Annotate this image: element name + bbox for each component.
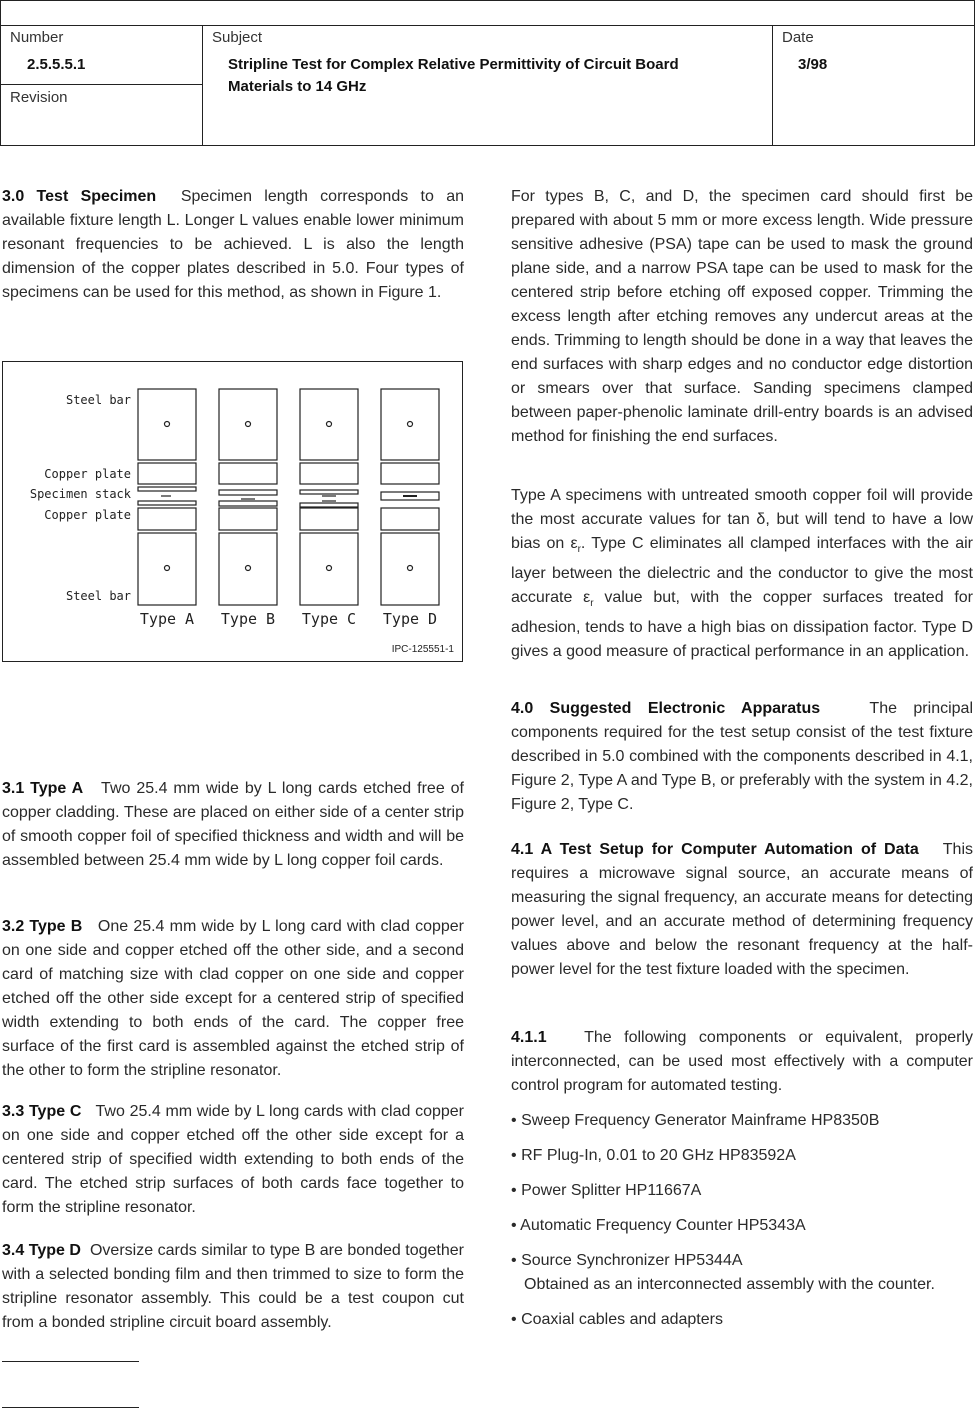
section-text: Specimen length corresponds to an available fixture length L. Longer L values enable lower minimum resonant frequencies to be achieved. L is also the length dimension of the copper plates described in 5.0. Four types of specimens can be used for this method, as shown in Figure 1. <box>2 188 464 301</box>
list-item <box>511 1214 973 1249</box>
component-text: Sweep Frequency Generator Mainframe HP8350B <box>521 1112 880 1129</box>
subject-line-1: Stripline Test for Complex Relative Permittivity of Circuit Board <box>228 56 679 73</box>
footnote-rule-2 <box>2 1407 139 1408</box>
label-type-c: Type C <box>301 610 357 628</box>
list-item <box>511 1144 973 1179</box>
component-text: RF Plug-In, 0.01 to 20 GHz HP83592A <box>521 1147 796 1164</box>
section-text: Two 25.4 mm wide by L long cards with clad copper on one side and copper etched off the other side except for a centered strip of specified width extending to both ends of the card. The etched strip surfaces of both cards face together to form the stripline resonator. <box>2 1103 465 1216</box>
section-heading: 3.3 Type C <box>2 1103 82 1120</box>
number-cell <box>1 25 203 85</box>
section-3-1 <box>2 777 464 873</box>
section-4-0 <box>511 697 973 817</box>
section-heading: 3.1 Type A <box>2 780 84 797</box>
bullet-icon: • <box>511 1182 517 1199</box>
subject-cell <box>203 25 773 145</box>
document-header <box>0 0 975 146</box>
label-steel-bar-bottom: Steel bar <box>65 589 131 603</box>
bullet-icon: • <box>511 1252 517 1269</box>
subscript-r: r <box>577 544 581 556</box>
bullet-icon: • <box>511 1147 517 1164</box>
label-specimen-stack: Specimen stack <box>29 487 131 501</box>
list-item <box>511 1179 973 1214</box>
list-item <box>511 1249 973 1308</box>
section-text: One 25.4 mm wide by L long card with clad copper on one side and copper etched off the other side, and a second card of matching size with clad copper on one side and copper etched off the other side except for a centered strip of specified width extending to both ends of the card. The copper free surface of the first card is assembled against the etched strip of the other to form the stripline resonator. <box>2 918 465 1079</box>
section-heading: 3.4 Type D <box>2 1242 81 1259</box>
header-top-band <box>1 1 974 26</box>
section-text: Oversize cards similar to type B are bonded together with a selected bonding film and then trimmed to size to form the stripline resonator assembly. This could be a test coupon cut from a bonded stripline circuit board assembly. <box>2 1242 464 1331</box>
component-note: Obtained as an interconnected assembly with the counter. <box>524 1276 935 1293</box>
section-heading: 4.0 Suggested Electronic Apparatus <box>511 700 821 717</box>
list-item <box>511 1109 973 1144</box>
label-type-b: Type B <box>220 610 276 628</box>
date-cell <box>773 25 974 145</box>
section-4-1 <box>511 838 973 982</box>
paragraph-text: For types B, C, and D, the specimen card should first be prepared with about 5 mm or more excess length. Wide pressure sensitive adhesive (PSA) tape can be used to mask the ground plane side, and a narrow PSA tape can be used to mask for the centered strip before etching off exposed copper. Trimming the excess length after etching removes any undercut areas at the ends. Trimming to length should be done in a way that leaves the end surfaces with sharp edges and no conductor edge distortion or smears over that surface. Sanding specimens clamped between paper-phenolic laminate drill-entry boards is an advised method for finishing the end surfaces. <box>511 188 973 445</box>
bullet-icon: • <box>511 1311 517 1328</box>
revision-cell <box>1 85 203 145</box>
bullet-icon: • <box>511 1112 517 1129</box>
subject-label: Subject <box>212 29 263 46</box>
label-type-d: Type D <box>382 610 438 628</box>
section-3-0 <box>2 185 464 305</box>
footnote-rule-1 <box>2 1361 139 1362</box>
section-heading: 3.2 Type B <box>2 918 83 935</box>
revision-label: Revision <box>10 89 68 106</box>
label-steel-bar-top: Steel bar <box>65 393 131 407</box>
component-text: Coaxial cables and adapters <box>521 1311 723 1328</box>
label-copper-plate-top: Copper plate <box>44 467 131 481</box>
subscript-r: r <box>590 598 594 610</box>
section-text: The principal components required for the test setup consist of the test fixture described in 5.0 combined with the components described in 4.1, Figure 2, Type A and Type B, or preferably with the system in 4.2, Figure 2, Type C. <box>511 700 973 813</box>
section-3-2 <box>2 915 464 1083</box>
figure-id: IPC-125551-1 <box>391 644 454 655</box>
section-heading: 3.0 Test Specimen <box>2 188 157 205</box>
accuracy-paragraph <box>511 484 973 664</box>
section-3-3 <box>2 1100 464 1220</box>
bullet-icon: • <box>511 1217 517 1234</box>
label-copper-plate-bottom: Copper plate <box>44 508 131 522</box>
component-text: Source Synchronizer HP5344A <box>521 1252 743 1269</box>
section-3-4 <box>2 1239 464 1335</box>
date-value: 3/98 <box>798 56 828 73</box>
number-value: 2.5.5.5.1 <box>27 56 86 73</box>
component-list <box>511 1109 973 1343</box>
specimen-preparation-paragraph <box>511 185 973 449</box>
section-4-1-1 <box>511 1026 973 1098</box>
number-label: Number <box>10 29 64 46</box>
list-item <box>511 1308 973 1343</box>
label-type-a: Type A <box>139 610 195 628</box>
section-heading: 4.1 A Test Setup for Computer Automation of Data <box>511 841 919 858</box>
component-text: Power Splitter HP11667A <box>521 1182 702 1199</box>
section-text: The following components or equivalent, properly interconnected, can be used most effectively with a computer control program for automated testing. <box>511 1029 973 1094</box>
section-text: Two 25.4 mm wide by L long cards etched free of copper cladding. These are placed on either side of a center strip of smooth copper foil of specified thickness and width and will be assembled between 25.4 mm wide by L long copper foil cards. <box>2 780 464 869</box>
section-text: This requires a microwave signal source, an accurate means of measuring the signal frequency, an accurate means for detecting power level, and an accurate method of determining frequency values above and below the resonant frequency at the half-power level for the test fixture loaded with the specimen. <box>511 841 973 978</box>
paragraph-text-1: Type A specimens with untreated smooth copper foil will provide the most accurate values for tan δ, but will tend to have a low bias on ε <box>511 487 973 552</box>
section-heading: 4.1.1 <box>511 1029 547 1046</box>
date-label: Date <box>782 29 814 46</box>
specimen-stack-diagram <box>3 362 464 663</box>
paragraph-text-2: . Type C eliminates all clamped interfaces with the air layer between the dielectric and the conductor to give the most accurate ε <box>511 535 974 607</box>
component-text: Automatic Frequency Counter HP5343A <box>520 1217 806 1234</box>
paragraph-text-3: value but, with the copper surfaces treated for adhesion, tends to have a high bias on dissipation factor. Type D gives a good measure of practical performance in an application. <box>511 589 973 661</box>
figure-1-specimen-types <box>2 361 463 662</box>
subject-line-2: Materials to 14 GHz <box>228 78 367 95</box>
